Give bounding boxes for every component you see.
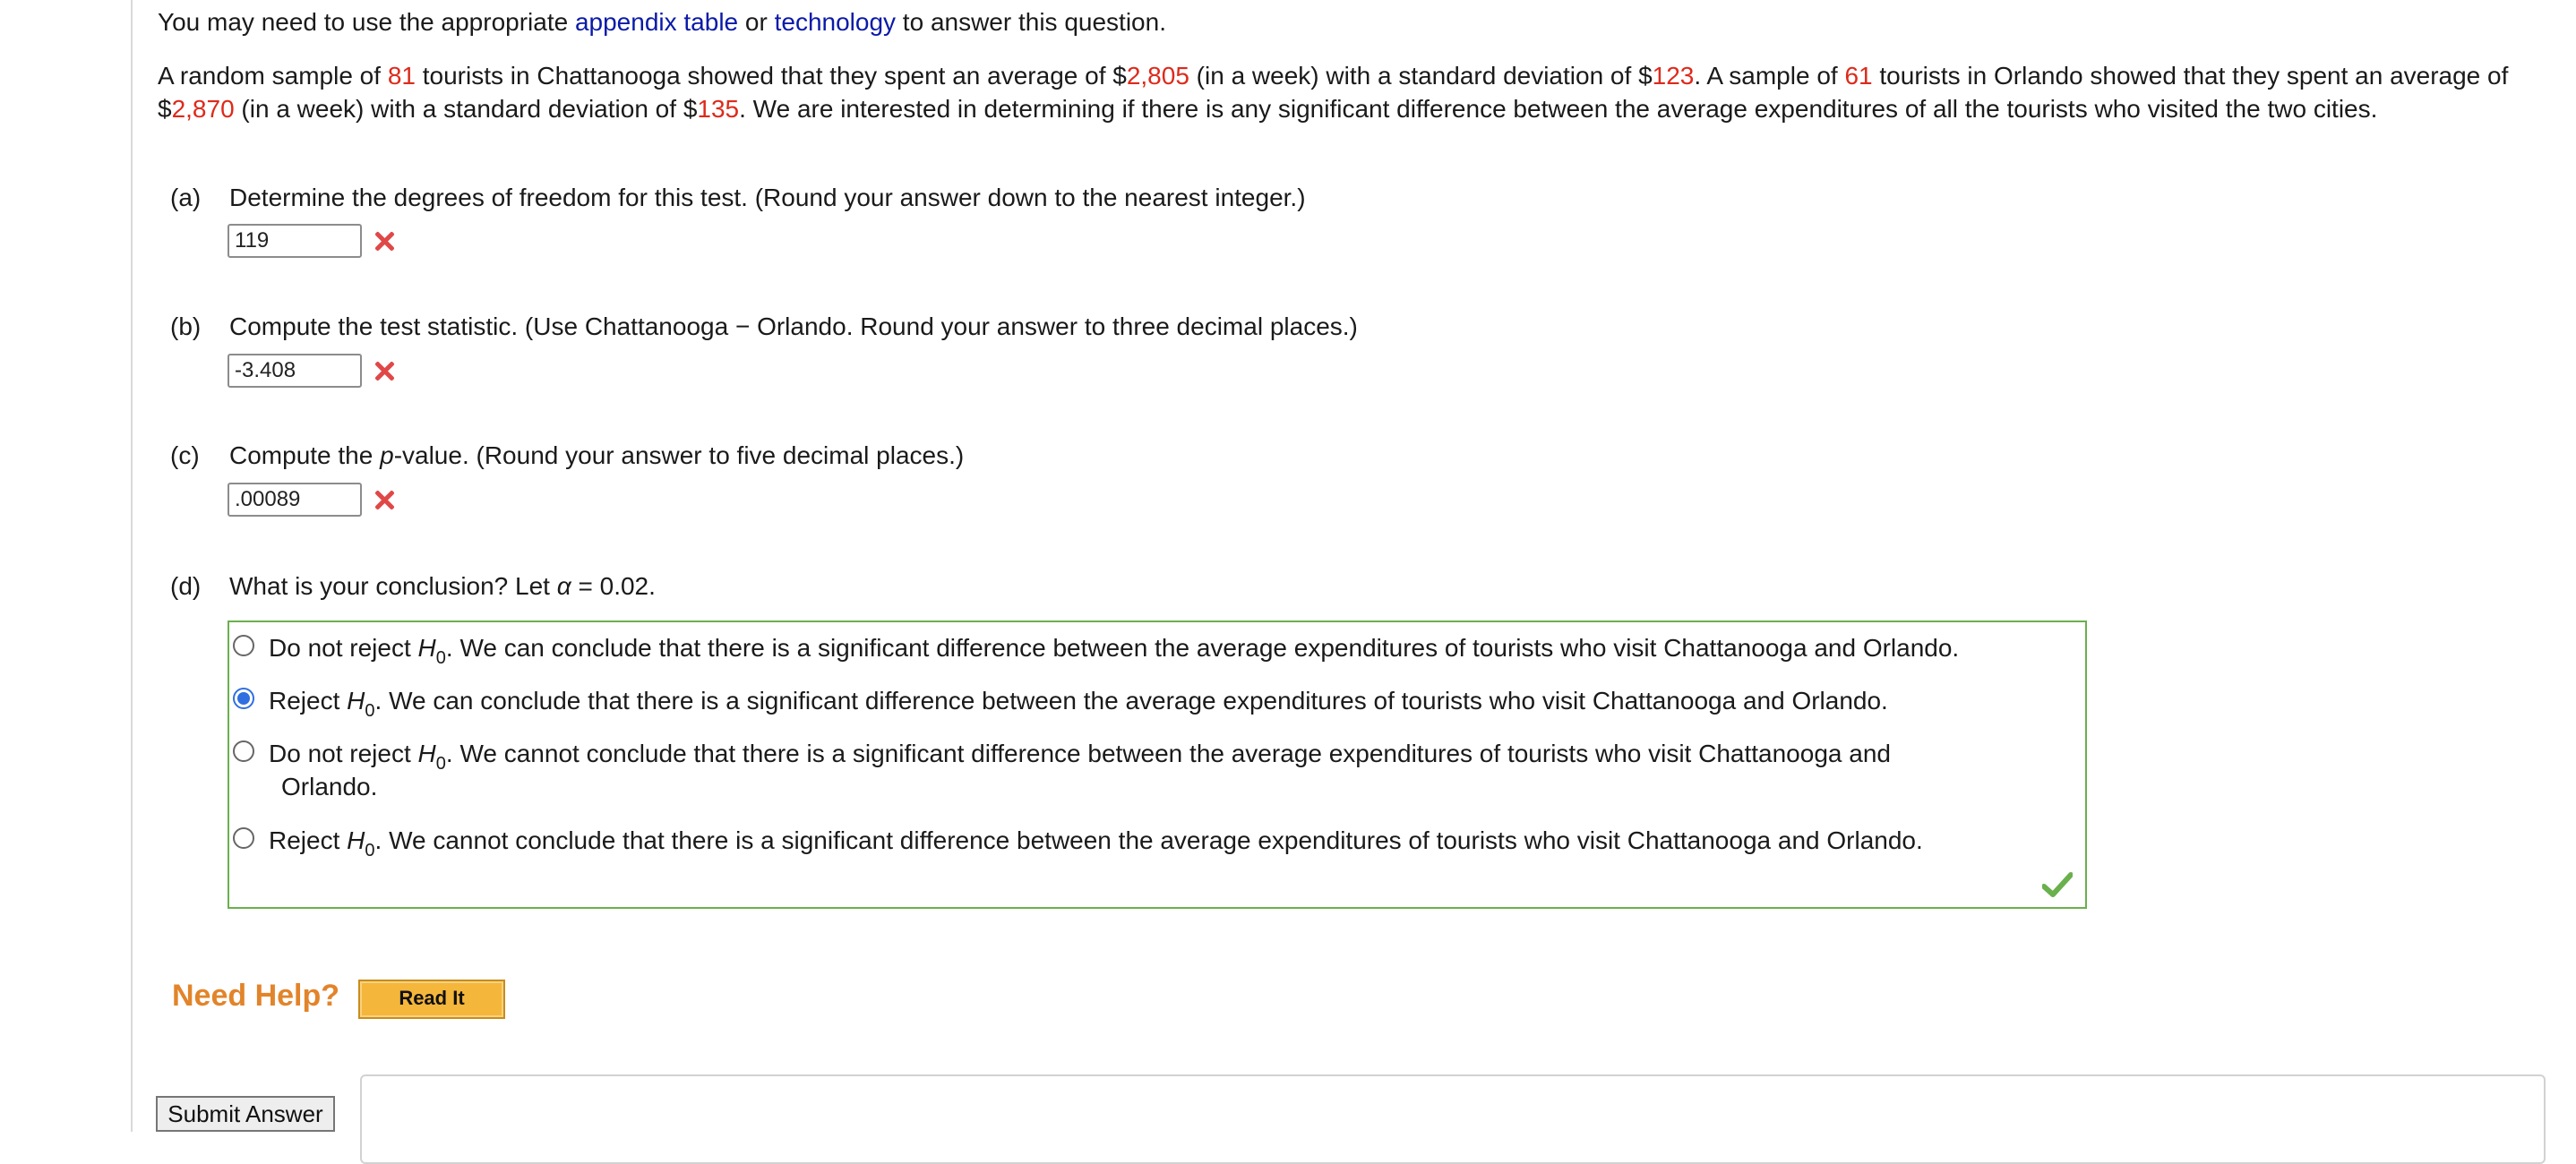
part-c-question-p: p bbox=[380, 441, 394, 469]
value-sd-2: 135 bbox=[697, 95, 740, 123]
value-mean-2: 2,870 bbox=[171, 95, 235, 123]
option-1-text bbox=[269, 631, 1959, 668]
intro-line bbox=[158, 5, 1166, 39]
radio-option-2-selected[interactable] bbox=[233, 688, 254, 709]
value-mean-1: 2,805 bbox=[1126, 62, 1189, 90]
technology-link[interactable]: technology bbox=[774, 8, 897, 36]
footer-frame bbox=[360, 1074, 2546, 1164]
option-lead: Do not reject bbox=[269, 634, 418, 662]
part-c-label: (c) bbox=[170, 441, 200, 469]
incorrect-x-icon bbox=[371, 486, 398, 513]
intro-text-mid: or bbox=[738, 8, 775, 36]
intro-text-post: to answer this question. bbox=[896, 8, 1166, 36]
part-a-question: Determine the degrees of freedom for this test. (Round your answer down to the nearest integer.) bbox=[229, 184, 1306, 211]
part-c-question-post: -value. (Round your answer to five decimal places.) bbox=[393, 441, 965, 469]
conclusion-choices bbox=[228, 621, 2087, 909]
part-c-question bbox=[229, 439, 964, 472]
part-d-question-post: = 0.02. bbox=[571, 572, 656, 600]
part-b-question: Compute the test statistic. (Use Chattanooga − Orlando. Round your answer to three decimal places.) bbox=[229, 312, 1358, 340]
option-2-text bbox=[269, 684, 1888, 721]
need-help-label: Need Help? bbox=[172, 979, 340, 1013]
part-a-answer-row bbox=[228, 224, 398, 258]
value-sample-size-2: 61 bbox=[1844, 62, 1873, 90]
option-4-text bbox=[269, 824, 1923, 860]
radio-option-4[interactable] bbox=[233, 827, 254, 849]
h-subscript: 0 bbox=[435, 754, 446, 774]
problem-statement bbox=[158, 59, 2522, 125]
value-sample-size-1: 81 bbox=[387, 62, 416, 90]
left-page-border bbox=[131, 0, 133, 1132]
option-rest: . We can conclude that there is a significant difference between the average expenditures of tourists who visit Chattanooga and Orlando. bbox=[374, 687, 1888, 715]
option-3-text bbox=[269, 737, 1891, 774]
h-symbol: H bbox=[347, 826, 365, 854]
h-symbol: H bbox=[417, 740, 436, 767]
problem-text: (in a week) with a standard deviation of $ bbox=[1189, 62, 1653, 90]
option-rest: . We can conclude that there is a significant difference between the average expenditures of tourists who visit Chattanooga and Orlando. bbox=[445, 634, 1960, 662]
submit-answer-button[interactable]: Submit Answer bbox=[156, 1096, 335, 1132]
appendix-table-link[interactable]: appendix table bbox=[574, 8, 739, 36]
part-d-question bbox=[229, 569, 656, 603]
problem-text: . We are interested in determining if there is any significant difference between the average expenditures of all the tourists who visited the two cities. bbox=[739, 95, 2378, 123]
option-rest: . We cannot conclude that there is a significant difference between the average expenditures of tourists who visit Chattanooga and Orlando. bbox=[374, 826, 1923, 854]
part-b-answer-row bbox=[228, 354, 398, 388]
incorrect-x-icon bbox=[371, 227, 398, 254]
radio-option-1[interactable] bbox=[233, 635, 254, 656]
correct-check-icon bbox=[2042, 871, 2073, 898]
option-3-continuation: Orlando. bbox=[281, 773, 378, 800]
problem-text: (in a week) with a standard deviation of $ bbox=[234, 95, 698, 123]
h-subscript: 0 bbox=[435, 648, 446, 668]
h-subscript: 0 bbox=[365, 701, 375, 721]
value-sd-1: 123 bbox=[1652, 62, 1695, 90]
problem-text: A random sample of bbox=[158, 62, 388, 90]
radio-option-3[interactable] bbox=[233, 740, 254, 762]
part-a-label: (a) bbox=[170, 184, 202, 211]
h-symbol: H bbox=[417, 634, 436, 662]
alpha-symbol: α bbox=[556, 572, 571, 600]
part-b-label: (b) bbox=[170, 312, 202, 340]
degrees-of-freedom-input[interactable]: 119 bbox=[228, 224, 362, 258]
option-lead: Reject bbox=[269, 687, 348, 715]
incorrect-x-icon bbox=[371, 357, 398, 384]
problem-text: tourists in Orlando showed that they spent an average of $ bbox=[158, 62, 2509, 123]
option-lead: Do not reject bbox=[269, 740, 418, 767]
option-rest: . We cannot conclude that there is a significant difference between the average expenditures of tourists who visit Chattanooga and bbox=[445, 740, 1891, 767]
part-d-question-pre: What is your conclusion? Let bbox=[229, 572, 557, 600]
p-value-input[interactable]: .00089 bbox=[228, 483, 362, 517]
problem-text: . A sample of bbox=[1694, 62, 1845, 90]
part-d-label: (d) bbox=[170, 572, 202, 600]
h-symbol: H bbox=[347, 687, 365, 715]
intro-text-pre: You may need to use the appropriate bbox=[158, 8, 575, 36]
h-subscript: 0 bbox=[365, 841, 375, 860]
read-it-button[interactable]: Read It bbox=[358, 980, 505, 1019]
option-lead: Reject bbox=[269, 826, 348, 854]
part-c-question-pre: Compute the bbox=[229, 441, 381, 469]
problem-text: tourists in Chattanooga showed that they spent an average of $ bbox=[415, 62, 1127, 90]
part-c-answer-row bbox=[228, 483, 398, 517]
test-statistic-input[interactable]: -3.408 bbox=[228, 354, 362, 388]
